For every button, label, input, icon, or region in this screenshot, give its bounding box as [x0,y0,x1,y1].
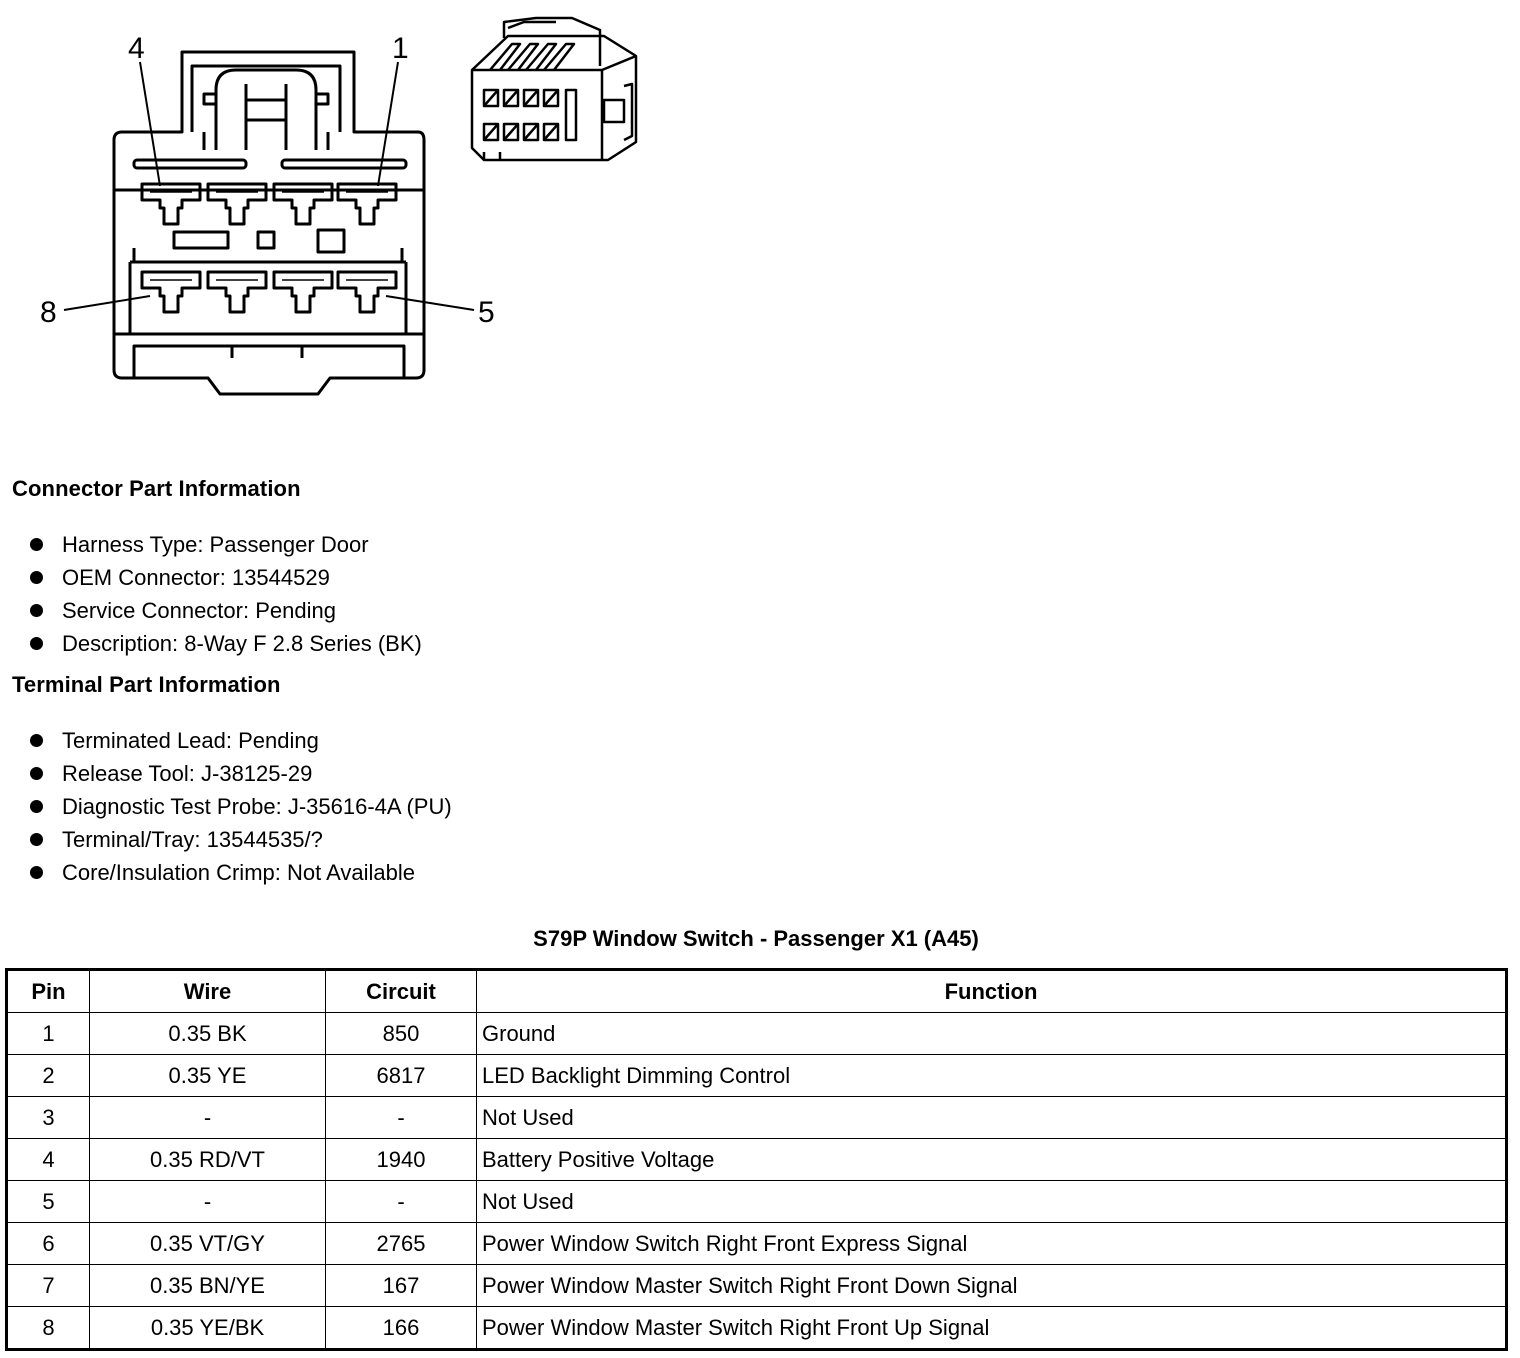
bullet-icon [30,767,43,780]
bullet-icon [30,538,43,551]
function-cell: Ground [477,1013,1507,1055]
terminal-info-heading: Terminal Part Information [12,672,281,697]
list-item: Service Connector: Pending [28,594,422,627]
wire-cell: 0.35 RD/VT [90,1139,326,1181]
table-row [7,1097,1507,1139]
pin-label-8: 8 [40,296,57,329]
function-cell: Power Window Master Switch Right Front Down Signal [477,1265,1507,1307]
connector-3d-view [472,18,636,160]
pinout-table [5,968,1508,1351]
list-item: Release Tool: J-38125-29 [28,757,452,790]
function-cell: Power Window Master Switch Right Front Up Signal [477,1307,1507,1350]
list-item: Terminated Lead: Pending [28,724,452,757]
connector-info-list [28,528,422,660]
table-title: S79P Window Switch - Passenger X1 (A45) [533,926,979,951]
function-cell: Not Used [477,1097,1507,1139]
circuit-cell: 2765 [326,1223,477,1265]
table-row [7,1181,1507,1223]
pin-label-1: 1 [392,32,409,65]
table-row [7,1307,1507,1350]
pin-cell: 2 [7,1055,90,1097]
pin-cell: 4 [7,1139,90,1181]
circuit-cell: - [326,1181,477,1223]
pin-label-5: 5 [478,296,495,329]
pin-cell: 1 [7,1013,90,1055]
pin-cell: 7 [7,1265,90,1307]
bullet-icon [30,734,43,747]
pin-cell: 6 [7,1223,90,1265]
terminal-cavity [142,272,200,312]
circuit-cell: - [326,1097,477,1139]
list-item: Terminal/Tray: 13544535/? [28,823,452,856]
circuit-cell: 1940 [326,1139,477,1181]
bullet-icon [30,604,43,617]
pin-label-4: 4 [128,32,145,65]
list-item: Description: 8-Way F 2.8 Series (BK) [28,627,422,660]
function-cell: Power Window Switch Right Front Express Signal [477,1223,1507,1265]
table-header-row [7,970,1507,1013]
bullet-icon [30,866,43,879]
terminal-cavity [208,272,266,312]
wire-cell: 0.35 BN/YE [90,1265,326,1307]
header-pin: Pin [7,970,90,1013]
table-row [7,1013,1507,1055]
wire-cell: 0.35 VT/GY [90,1223,326,1265]
list-item: Harness Type: Passenger Door [28,528,422,561]
wire-cell: - [90,1181,326,1223]
wire-cell: 0.35 YE/BK [90,1307,326,1350]
terminal-cavity [274,272,332,312]
connector-diagram [0,0,700,420]
terminal-info-list [28,724,452,889]
header-function: Function [477,970,1507,1013]
terminal-cavity [338,272,396,312]
function-cell: Battery Positive Voltage [477,1139,1507,1181]
function-cell: LED Backlight Dimming Control [477,1055,1507,1097]
header-circuit: Circuit [326,970,477,1013]
header-wire: Wire [90,970,326,1013]
table-row [7,1223,1507,1265]
list-item: OEM Connector: 13544529 [28,561,422,594]
table-row [7,1139,1507,1181]
circuit-cell: 850 [326,1013,477,1055]
pin-cell: 8 [7,1307,90,1350]
list-item: Core/Insulation Crimp: Not Available [28,856,452,889]
circuit-cell: 6817 [326,1055,477,1097]
circuit-cell: 167 [326,1265,477,1307]
wire-cell: - [90,1097,326,1139]
bullet-icon [30,637,43,650]
bullet-icon [30,833,43,846]
pin-cell: 3 [7,1097,90,1139]
function-cell: Not Used [477,1181,1507,1223]
connector-info-heading: Connector Part Information [12,476,301,501]
table-row [7,1265,1507,1307]
pin-cell: 5 [7,1181,90,1223]
circuit-cell: 166 [326,1307,477,1350]
table-row [7,1055,1507,1097]
wire-cell: 0.35 BK [90,1013,326,1055]
bullet-icon [30,800,43,813]
connector-outline [114,52,424,394]
bullet-icon [30,571,43,584]
list-item: Diagnostic Test Probe: J-35616-4A (PU) [28,790,452,823]
wire-cell: 0.35 YE [90,1055,326,1097]
